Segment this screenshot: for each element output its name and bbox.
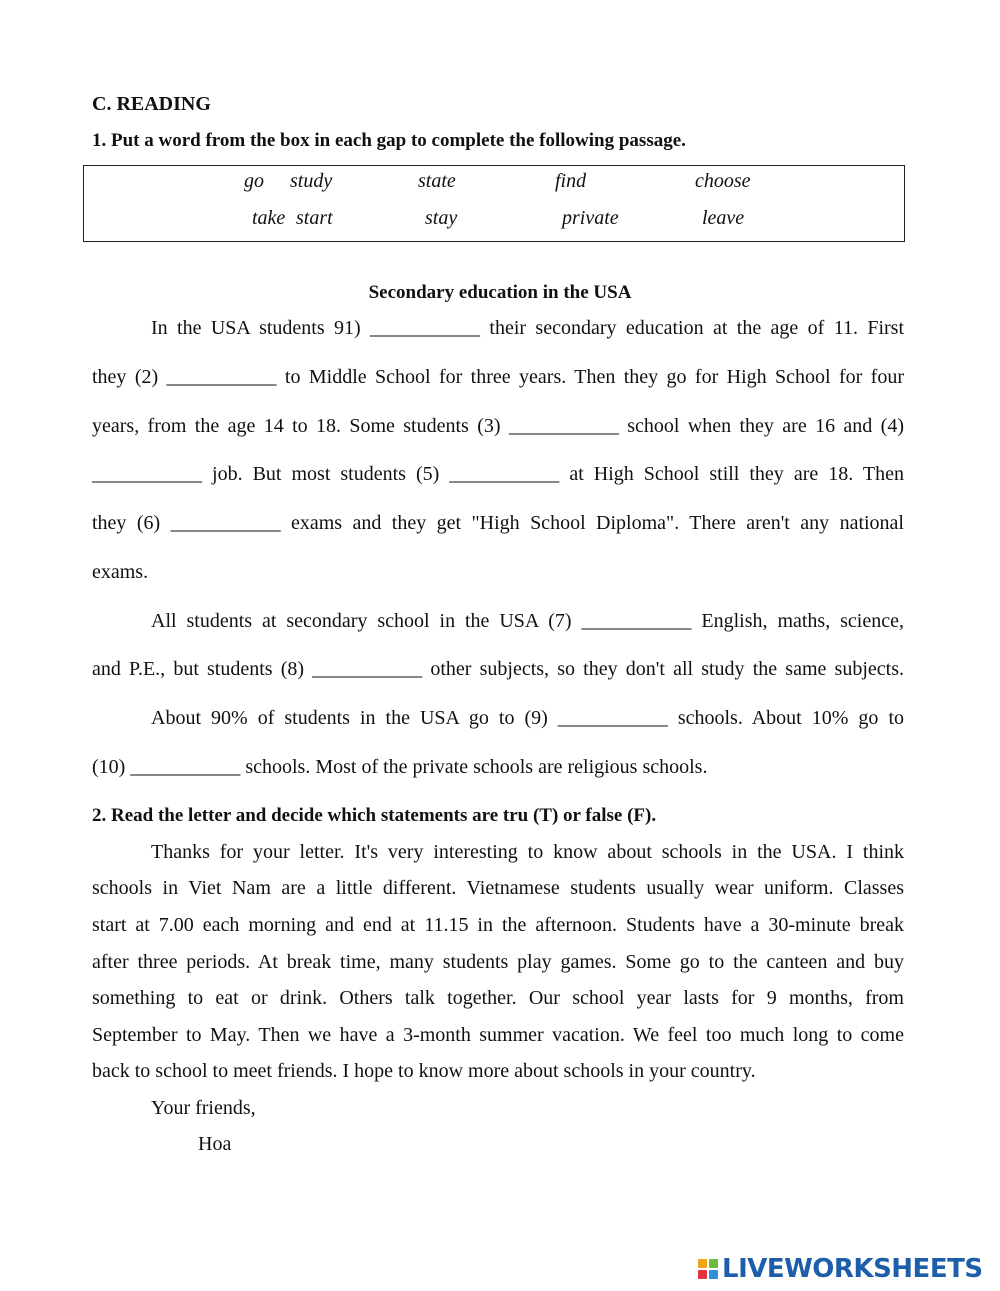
word-option: state [418, 170, 456, 192]
word-box [83, 165, 905, 242]
passage-line: In the USA students 91) ___________ their secondary education at the age of 11. First [151, 317, 904, 339]
letter-line: something to eat or drink. Others talk together. Our school year lasts for 9 months, from [92, 987, 904, 1009]
letter-line: back to school to meet friends. I hope to know more about schools in your country. [92, 1060, 756, 1082]
letter-line: Thanks for your letter. It's very interesting to know about schools in the USA. I think [151, 841, 904, 863]
passage-line: (10) ___________ schools. Most of the private schools are religious schools. [92, 756, 708, 778]
logo-grid-icon [698, 1259, 718, 1279]
word-option: leave [702, 207, 745, 229]
word-option: start [296, 207, 333, 229]
passage-line: All students at secondary school in the USA (7) ___________ English, maths, science, [151, 610, 904, 632]
passage-line: and P.E., but students (8) ___________ other subjects, so they don't all study the same subjects. [92, 658, 904, 680]
brand-name: LIVEWORKSHEETS [722, 1254, 983, 1284]
word-option: take [252, 207, 286, 229]
word-option: choose [695, 170, 751, 192]
letter-line: schools in Viet Nam are a little different. Vietnamese students usually wear uniform. Classes [92, 877, 904, 899]
section-heading: C. READING [92, 93, 211, 115]
word-option: study [290, 170, 333, 192]
letter-signature: Hoa [198, 1133, 232, 1155]
passage-line: they (6) ___________ exams and they get "High School Diploma". There aren't any national [92, 512, 904, 534]
passage-line: ___________ job. But most students (5) ___________ at High School still they are 18. Then [92, 463, 904, 485]
word-option: stay [425, 207, 458, 229]
passage-line: exams. [92, 561, 149, 583]
passage-line: years, from the age 14 to 18. Some students (3) ___________ school when they are 16 and (4) [92, 415, 904, 437]
word-option: go [244, 170, 264, 192]
exercise2-instruction: 2. Read the letter and decide which statements are tru (T) or false (F). [92, 805, 657, 826]
word-option: private [562, 207, 619, 229]
passage-line: they (2) ___________ to Middle School for three years. Then they go for High School for four [92, 366, 904, 388]
passage-title: Secondary education in the USA [368, 282, 632, 303]
exercise1-instruction: 1. Put a word from the box in each gap to complete the following passage. [92, 130, 686, 151]
letter-line: start at 7.00 each morning and end at 11.15 in the afternoon. Students have a 30-minute break [92, 914, 904, 936]
letter-line: after three periods. At break time, many students play games. Some go to the canteen and buy [92, 951, 904, 973]
liveworksheets-logo [698, 1254, 983, 1284]
letter-line: September to May. Then we have a 3-month summer vacation. We feel too much long to come [92, 1024, 904, 1046]
word-option: find [555, 170, 587, 192]
letter-closing: Your friends, [151, 1097, 256, 1119]
passage-line: About 90% of students in the USA go to (9) ___________ schools. About 10% go to [151, 707, 904, 729]
